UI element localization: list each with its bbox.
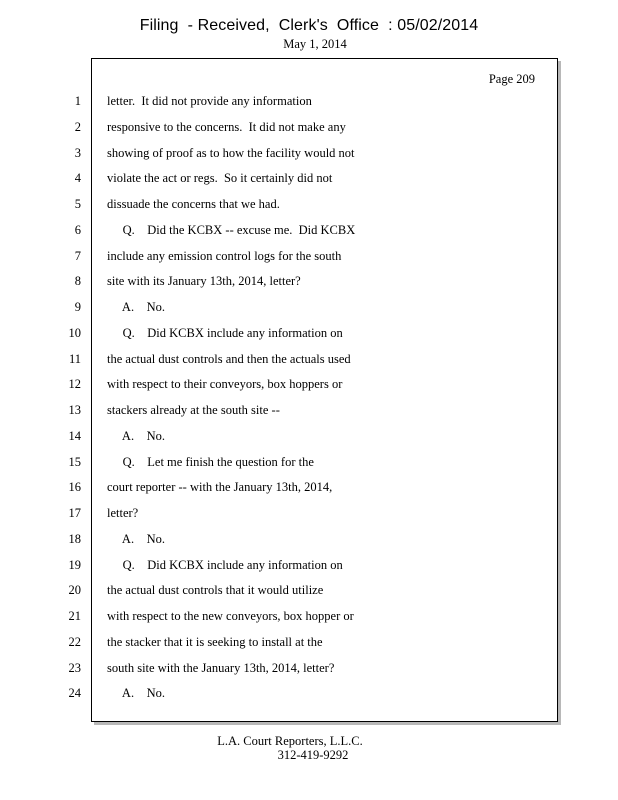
line-text: south site with the January 13th, 2014, letter?	[107, 661, 335, 675]
transcript-date: May 1, 2014	[283, 37, 347, 51]
line-text: Q. Did KCBX include any information on	[107, 558, 343, 572]
line-text: Q. Let me finish the question for the	[107, 455, 314, 469]
line-number: 15	[68, 455, 81, 469]
reporter-company: L.A. Court Reporters, L.L.C.	[217, 734, 363, 748]
filing-stamp: Filing - Received, Clerk's Office : 05/02/2014	[139, 17, 479, 34]
line-text: A. No.	[107, 532, 165, 546]
line-number: 8	[74, 274, 81, 288]
line-text: A. No.	[107, 300, 165, 314]
line-number: 14	[68, 429, 81, 443]
page-number: Page 209	[488, 72, 535, 86]
line-text: with respect to the new conveyors, box hopper or	[107, 609, 354, 623]
line-number: 13	[68, 403, 81, 417]
line-number: 22	[68, 635, 81, 649]
line-number: 9	[74, 300, 81, 314]
line-text: the actual dust controls and then the actuals used	[107, 352, 351, 366]
reporter-phone: 312-419-9292	[277, 748, 349, 762]
line-number: 7	[74, 249, 81, 263]
line-text: violate the act or regs. So it certainly did not	[107, 171, 333, 185]
line-text: showing of proof as to how the facility would not	[107, 146, 355, 160]
line-number: 21	[68, 609, 81, 623]
line-number: 17	[68, 506, 81, 520]
line-number: 5	[74, 197, 81, 211]
line-text: letter?	[107, 506, 139, 520]
line-text: stackers already at the south site --	[107, 403, 280, 417]
line-text: responsive to the concerns. It did not make any	[107, 120, 346, 134]
line-number: 12	[68, 377, 81, 391]
line-text: the actual dust controls that it would utilize	[107, 583, 324, 597]
line-number: 3	[74, 146, 81, 160]
line-number: 16	[68, 480, 81, 494]
line-number: 11	[68, 352, 81, 366]
line-text: site with its January 13th, 2014, letter?	[107, 274, 301, 288]
line-text: with respect to their conveyors, box hoppers or	[107, 377, 343, 391]
line-number: 20	[68, 583, 81, 597]
line-text: A. No.	[107, 686, 165, 700]
line-text: A. No.	[107, 429, 165, 443]
line-number: 2	[74, 120, 81, 134]
line-number: 6	[74, 223, 81, 237]
line-text: Q. Did the KCBX -- excuse me. Did KCBX	[107, 223, 356, 237]
line-number: 1	[74, 94, 81, 108]
line-text: letter. It did not provide any information	[107, 94, 312, 108]
line-number: 19	[68, 558, 81, 572]
line-text: dissuade the concerns that we had.	[107, 197, 280, 211]
line-text: the stacker that it is seeking to install at the	[107, 635, 323, 649]
line-text: Q. Did KCBX include any information on	[107, 326, 343, 340]
line-number: 10	[68, 326, 81, 340]
line-number: 23	[68, 661, 81, 675]
line-number: 4	[74, 171, 81, 185]
line-text: court reporter -- with the January 13th, 2014,	[107, 480, 333, 494]
line-number: 24	[68, 686, 81, 700]
line-text: include any emission control logs for the south	[107, 249, 342, 263]
line-number: 18	[68, 532, 81, 546]
